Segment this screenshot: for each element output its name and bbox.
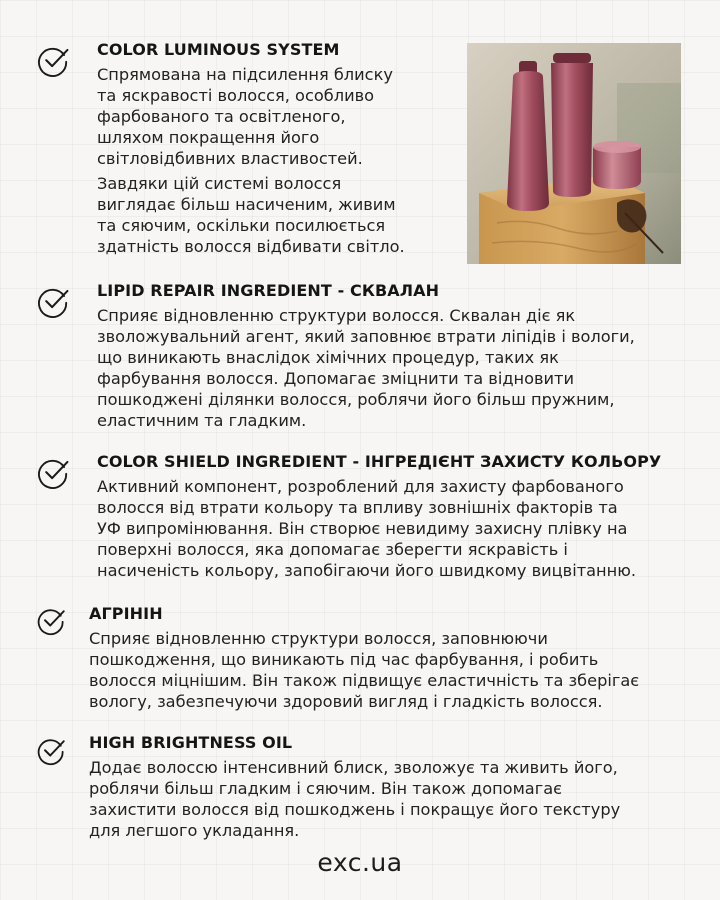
check-circle-icon [36, 44, 70, 78]
check-circle-icon [36, 456, 70, 490]
feature-description: Сприяє відновленню структури волосся, заповнюючи пошкодження, що виникають під час фарбування, і робить волосся міцнішим. Він також підвищує еластичність та зберігає вологу, забезпечуючи здоровий вигляд і гладкість волосся. [89, 629, 640, 711]
feature-lipid-repair [97, 281, 697, 431]
feature-high-brightness-oil [89, 733, 689, 841]
check-circle-icon [36, 736, 66, 766]
feature-color-shield [97, 452, 697, 581]
feature-arginine [89, 604, 689, 712]
product-photo [467, 43, 681, 264]
brand-footer: exc.ua [317, 848, 403, 877]
feature-color-luminous-system [97, 40, 442, 257]
feature-heading: LIPID REPAIR INGREDIENT - СКВАЛАН [97, 281, 440, 300]
feature-description: Додає волоссю інтенсивний блиск, зволожує та живить його, роблячи більш гладким і сяючим. Він також допомагає захистити волосся від пошкоджень і покращує його текстуру для легшого укладання. [89, 758, 621, 840]
feature-heading: COLOR SHIELD INGREDIENT - ІНГРЕДІЄНТ ЗАХИСТУ КОЛЬОРУ [97, 452, 662, 471]
check-circle-icon [36, 606, 66, 636]
feature-description: Завдяки цій системі волосся виглядає більш насиченим, живим та сяючим, оскільки посилюється здатність волосся відбивати світло. [97, 174, 405, 256]
feature-description: Активний компонент, розроблений для захисту фарбованого волосся від втрати кольору та впливу зовнішніх факторів та УФ випромінювання. Він створює невидиму захисну плівку на поверхні волосся, яка допомагає зберегти яскравість і насиченість кольору, запобігаючи його швидкому вицвітанню. [97, 477, 637, 580]
feature-heading: COLOR LUMINOUS SYSTEM [97, 40, 340, 59]
feature-heading: АГРІНІН [89, 604, 163, 623]
feature-description: Спрямована на підсилення блиску та яскравості волосся, особливо фарбованого та освітленого, шляхом покращення його світловідбивних властивостей. [97, 65, 393, 168]
feature-heading: HIGH BRIGHTNESS OIL [89, 733, 293, 752]
check-circle-icon [36, 285, 70, 319]
feature-description: Сприяє відновленню структури волосся. Сквалан діє як зволожувальний агент, який заповнює втрати ліпідів і вологи, що виникають внаслідок хімічних процедур, таких як фарбування волосся. Допомагає зміцнити та відновити пошкоджені ділянки волосся, роблячи його більш пружним, еластичним та гладким. [97, 306, 635, 430]
